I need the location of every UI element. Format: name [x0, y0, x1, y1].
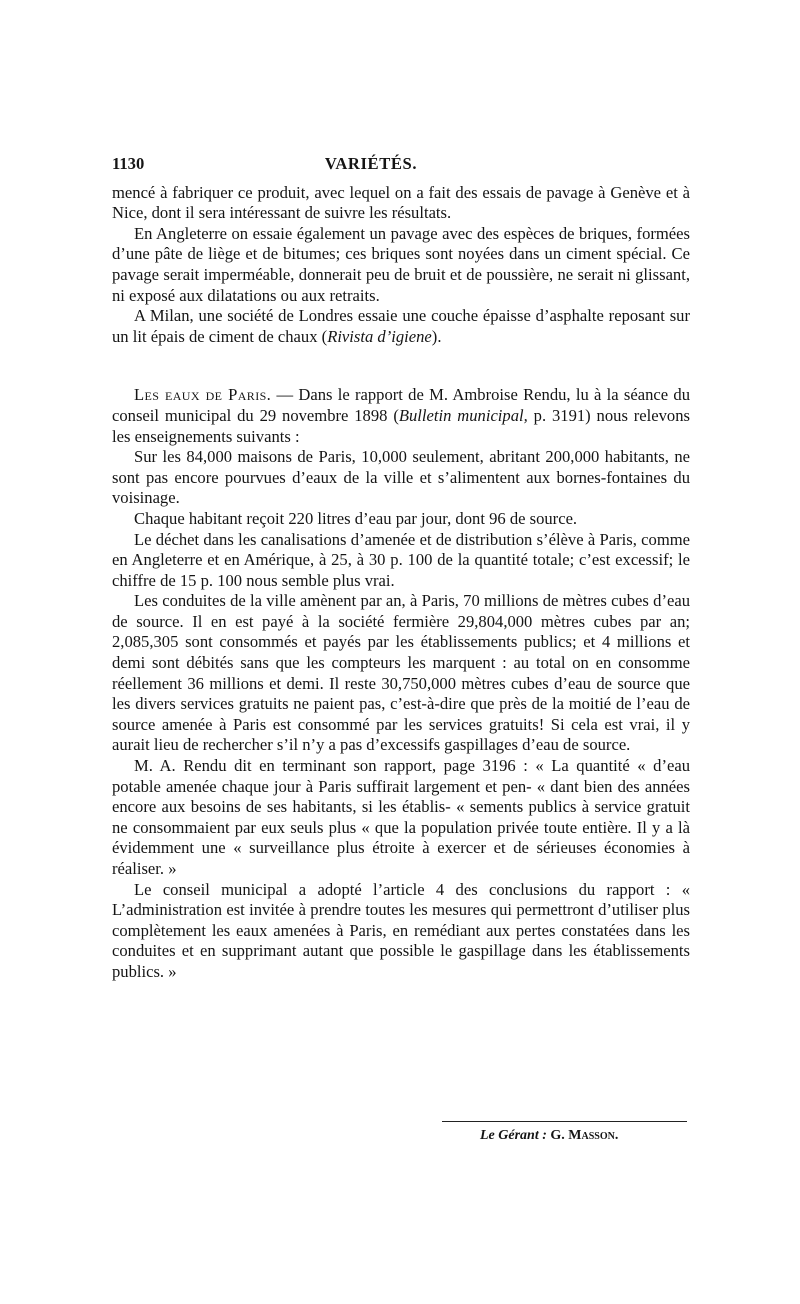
paragraph: Les eaux de Paris. — Dans le rapport de M. Ambroise Rendu, lu à la séance du conseil municipal du 29 novembre 1898 (Bulletin municipal, p. 3191) nous relevons les enseignements suivants :: [112, 385, 691, 446]
page-number: 1130: [112, 154, 145, 173]
paragraph: Le déchet dans les canalisations d’amenée et de distribution s’élève à Paris, comme en Angleterre et en Amérique, à 25, à 30 p. 100 de la quantité totale; c’est excessif; le chiffre de 15 p. 100 nous semble plus vrai.: [112, 529, 690, 590]
journal-title: Rivista d’igiene: [327, 326, 432, 346]
signature: Le Gérant : G. Masson.: [480, 1128, 619, 1143]
section-gap: [112, 347, 690, 385]
paragraph: Le conseil municipal a adopté l’article 4 des conclusions du rapport : « L’administration est invitée à prendre toutes les mesures qui permettront d’utiliser plus complètement les eaux amenées à Paris, en remédiant aux pertes constatées dans les conduites et en supprimant autant que possible le gaspillage dans les établissements publics. »: [112, 879, 690, 981]
paragraph: A Milan, une société de Londres essaie une couche épaisse d’asphalte reposant sur un lit épais de ciment de chaux (Rivista d’igiene).: [112, 306, 690, 346]
section-heading: Les eaux de Paris.: [134, 385, 272, 405]
page-content: [112, 154, 690, 983]
paragraph: mencé à fabriquer ce produit, avec lequel on a fait des essais de pavage à Genève et à Nice, dont il sera intéressant de suivre les résultats.: [112, 182, 690, 223]
footer-rule: [442, 1121, 687, 1122]
paragraph: En Angleterre on essaie également un pavage avec des espèces de briques, formées d’une pâte de liège et de bitumes; ces briques sont noyées dans un ciment spécial. Ce pavage serait imperméable, donnerait peu de bruit et de poussière, ne serait ni glissant, ni exposé aux dilatations ou aux retraits.: [112, 223, 690, 305]
running-header: [112, 154, 690, 175]
paragraph: Chaque habitant reçoit 220 litres d’eau par jour, dont 96 de source.: [134, 508, 578, 528]
running-title: VARIÉTÉS.: [324, 154, 418, 173]
paragraph: Les conduites de la ville amènent par an, à Paris, 70 millions de mètres cubes d’eau de source. Il en est payé à la société fermière 29,804,000 mètres cubes par an; 2,085,305 sont consommés et payés par les établissements publics; et 4 millions et demi sont débités sans que les compteurs les marquent : au total on en consomme réellement 36 millions et demi. Il reste 30,750,000 mètres cubes d’eau de source que les divers services gratuits ne paient pas, c’est-à-dire que près de la moitié de l’eau de source amenée à Paris est consommé par les services gratuits! Si cela est vrai, il y aurait lieu de rechercher s’il n’y a pas d’excessifs gaspillages d’eau de source.: [112, 591, 690, 755]
paragraph: M. A. Rendu dit en terminant son rapport, page 3196 : « La quantité « d’eau potable amenée chaque jour à Paris suffirait largement et pen- « dant bien des années encore aux besoins de ses habitants, si les établis- « sements publics à service gratuit ne consommaient par eux seuls plus « que la population privée toute entière. Il y a là évidemment une « surveillance plus étroite à exercer et de sérieuses économies à réaliser. »: [112, 756, 690, 878]
paragraph: Sur les 84,000 maisons de Paris, 10,000 seulement, abritant 200,000 habitants, ne sont pas encore pourvues d’eaux de la ville et s’alimentent aux bornes-fontaines du voisinage.: [112, 447, 690, 508]
bulletin-title: Bulletin municipal,: [398, 405, 528, 425]
